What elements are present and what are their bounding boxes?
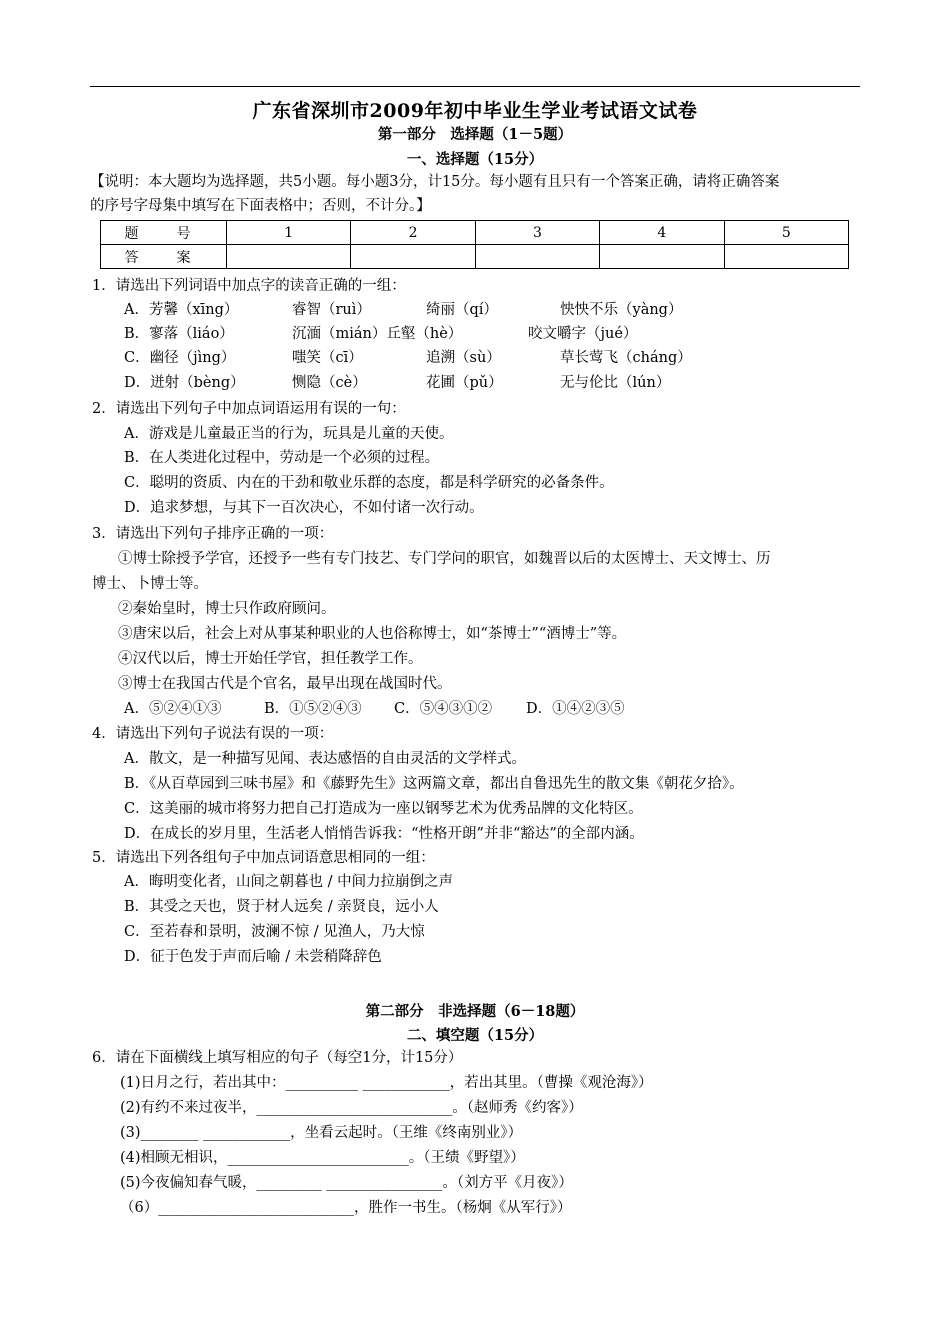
- option-part: 睿智（ruì）: [292, 302, 371, 318]
- q3-sentence-2: ②秦始皇时，博士只作政府顾问。: [118, 601, 336, 617]
- option-part: 草长莺飞（cháng）: [560, 350, 692, 366]
- q3-stem: 3．请选出下列句子排序正确的一项：: [92, 526, 334, 542]
- option-part: 追溯（sù）: [426, 350, 501, 366]
- table-cell-number: 4: [600, 221, 724, 245]
- q3-sentence-4: ④汉代以后，博士开始任学官，担任教学工作。: [118, 651, 423, 667]
- q6-item-3: (3)________ ____________，坐看云起时。（王维《终南别业》）: [120, 1125, 523, 1141]
- answer-table: [100, 220, 849, 269]
- table-cell-number: 2: [351, 221, 475, 245]
- table-label-number: 题 号: [101, 221, 227, 245]
- q4-option-d: D．在成长的岁月里，生活老人悄悄告诉我：“性格开朗”并非“豁达”的全部内涵。: [124, 826, 644, 842]
- q5-stem: 5．请选出下列各组句子中加点词语意思相同的一组：: [92, 850, 435, 866]
- part2-heading: 第二部分 非选择题（6－18题）: [365, 1003, 585, 1020]
- part1-heading: 第一部分 选择题（1－5题）: [377, 126, 573, 143]
- q3-sentence-3: ③唐宋以后，社会上对从事某种职业的人也俗称博士，如“茶博士”“酒博士”等。: [118, 626, 627, 642]
- option-part: 花圃（pǔ）: [426, 375, 503, 391]
- option-part: 无与伦比（lún）: [560, 375, 671, 391]
- q3-sentence-5: ③博士在我国古代是个官名，最早出现在战国时代。: [118, 676, 452, 692]
- table-cell-number: 3: [475, 221, 599, 245]
- answer-cell-4[interactable]: [600, 245, 724, 269]
- q2-option-a: A．游戏是儿童最正当的行为，玩具是儿童的天使。: [124, 426, 454, 442]
- option-part: 怏怏不乐（yàng）: [560, 302, 683, 318]
- q4-stem: 4．请选出下列句子说法有误的一项：: [92, 726, 334, 742]
- q6-stem: 6．请在下面横线上填写相应的句子（每空1分，计15分）: [92, 1050, 463, 1066]
- option-part: C．幽径（jìng）: [124, 350, 236, 366]
- q3-sentence-1a: ①博士除授予学官，还授予一些有专门技艺、专门学问的职官，如魏晋以后的太医博士、天文博士、历: [118, 551, 771, 567]
- q1-stem: 1．请选出下列词语中加点字的读音正确的一组：: [92, 278, 406, 294]
- option-part: 沉湎（mián）丘壑（hè）: [292, 326, 463, 342]
- q2-option-b: B．在人类进化过程中，劳动是一个必须的过程。: [124, 450, 440, 466]
- instructions-line-1: 【说明：本大题均为选择题，共5小题。每小题3分，计15分。每小题有且只有一个答案正确，请将正确答案: [90, 174, 780, 190]
- option-a: A．⑤②④①③: [124, 701, 222, 717]
- instructions-line-2: 的序号字母集中填写在下面表格中；否则，不计分。】: [90, 198, 431, 214]
- option-part: B．寥落（liáo）: [124, 326, 234, 342]
- q6-item-1: (1)日月之行，若出其中：__________ ____________，若出其里。（曹操《观沧海》）: [120, 1075, 653, 1091]
- q2-option-c: C．聪明的资质、内在的干劲和敬业乐群的态度，都是科学研究的必备条件。: [124, 475, 614, 491]
- answer-cell-2[interactable]: [351, 245, 475, 269]
- top-rule: [90, 86, 860, 87]
- q2-option-d: D．追求梦想，与其下一百次决心，不如付诸一次行动。: [124, 500, 484, 516]
- option-part: 恻隐（cè）: [292, 375, 367, 391]
- q4-option-c: C．这美丽的城市将努力把自己打造成为一座以钢琴艺术为优秀品牌的文化特区。: [124, 801, 643, 817]
- option-c: C．⑤④③①②: [394, 701, 493, 717]
- option-b: B．①⑤②④③: [264, 701, 362, 717]
- table-row: [101, 245, 849, 269]
- q6-item-2: (2)有约不来过夜半，___________________________。（赵师秀《约客》）: [120, 1100, 583, 1116]
- q5-option-d: D．征于色发于声而后喻 / 未尝稍降辞色: [124, 949, 382, 965]
- option-part: A．芳馨（xīng）: [124, 302, 239, 318]
- q4-option-b: B．《从百草园到三味书屋》和《藤野先生》这两篇文章，都出自鲁迅先生的散文集《朝花夕拾》。: [124, 776, 744, 792]
- option-part: 咬文嚼字（jué）: [528, 326, 638, 342]
- answer-cell-5[interactable]: [724, 245, 848, 269]
- part2-section: 二、填空题（15分）: [406, 1027, 544, 1044]
- q6-item-5: (5)今夜偏知春气暖，_________ ________________。（刘方平《月夜》）: [120, 1175, 573, 1191]
- table-cell-number: 5: [724, 221, 848, 245]
- part1-section: 一、选择题（15分）: [406, 151, 544, 168]
- q2-stem: 2．请选出下列句子中加点词语运用有误的一句：: [92, 401, 406, 417]
- table-row: [101, 221, 849, 245]
- q4-option-a: A．散文，是一种描写见闻、表达感悟的自由灵活的文学样式。: [124, 751, 526, 767]
- table-cell-number: 1: [227, 221, 351, 245]
- option-part: D．迸射（bèng）: [124, 375, 245, 391]
- table-label-answer: 答 案: [101, 245, 227, 269]
- option-part: 嗤笑（cī）: [292, 350, 363, 366]
- q5-option-c: C．至若春和景明，波澜不惊 / 见渔人，乃大惊: [124, 924, 425, 940]
- q5-option-b: B．其受之天也，贤于材人远矣 / 亲贤良，远小人: [124, 899, 439, 915]
- q6-item-6: （6）___________________________，胜作一书生。（杨炯《从军行》）: [120, 1200, 572, 1216]
- answer-cell-3[interactable]: [475, 245, 599, 269]
- answer-cell-1[interactable]: [227, 245, 351, 269]
- exam-title: 广东省深圳市2009年初中毕业生学业考试语文试卷: [252, 100, 698, 122]
- q5-option-a: A．晦明变化者，山间之朝暮也 / 中间力拉崩倒之声: [124, 874, 454, 890]
- option-d: D．①④②③⑤: [526, 701, 625, 717]
- q3-sentence-1b: 博士、卜博士等。: [92, 576, 208, 592]
- option-part: 绮丽（qí）: [426, 302, 498, 318]
- q6-item-4: (4)相顾无相识，_________________________。（王绩《野望》）: [120, 1150, 525, 1166]
